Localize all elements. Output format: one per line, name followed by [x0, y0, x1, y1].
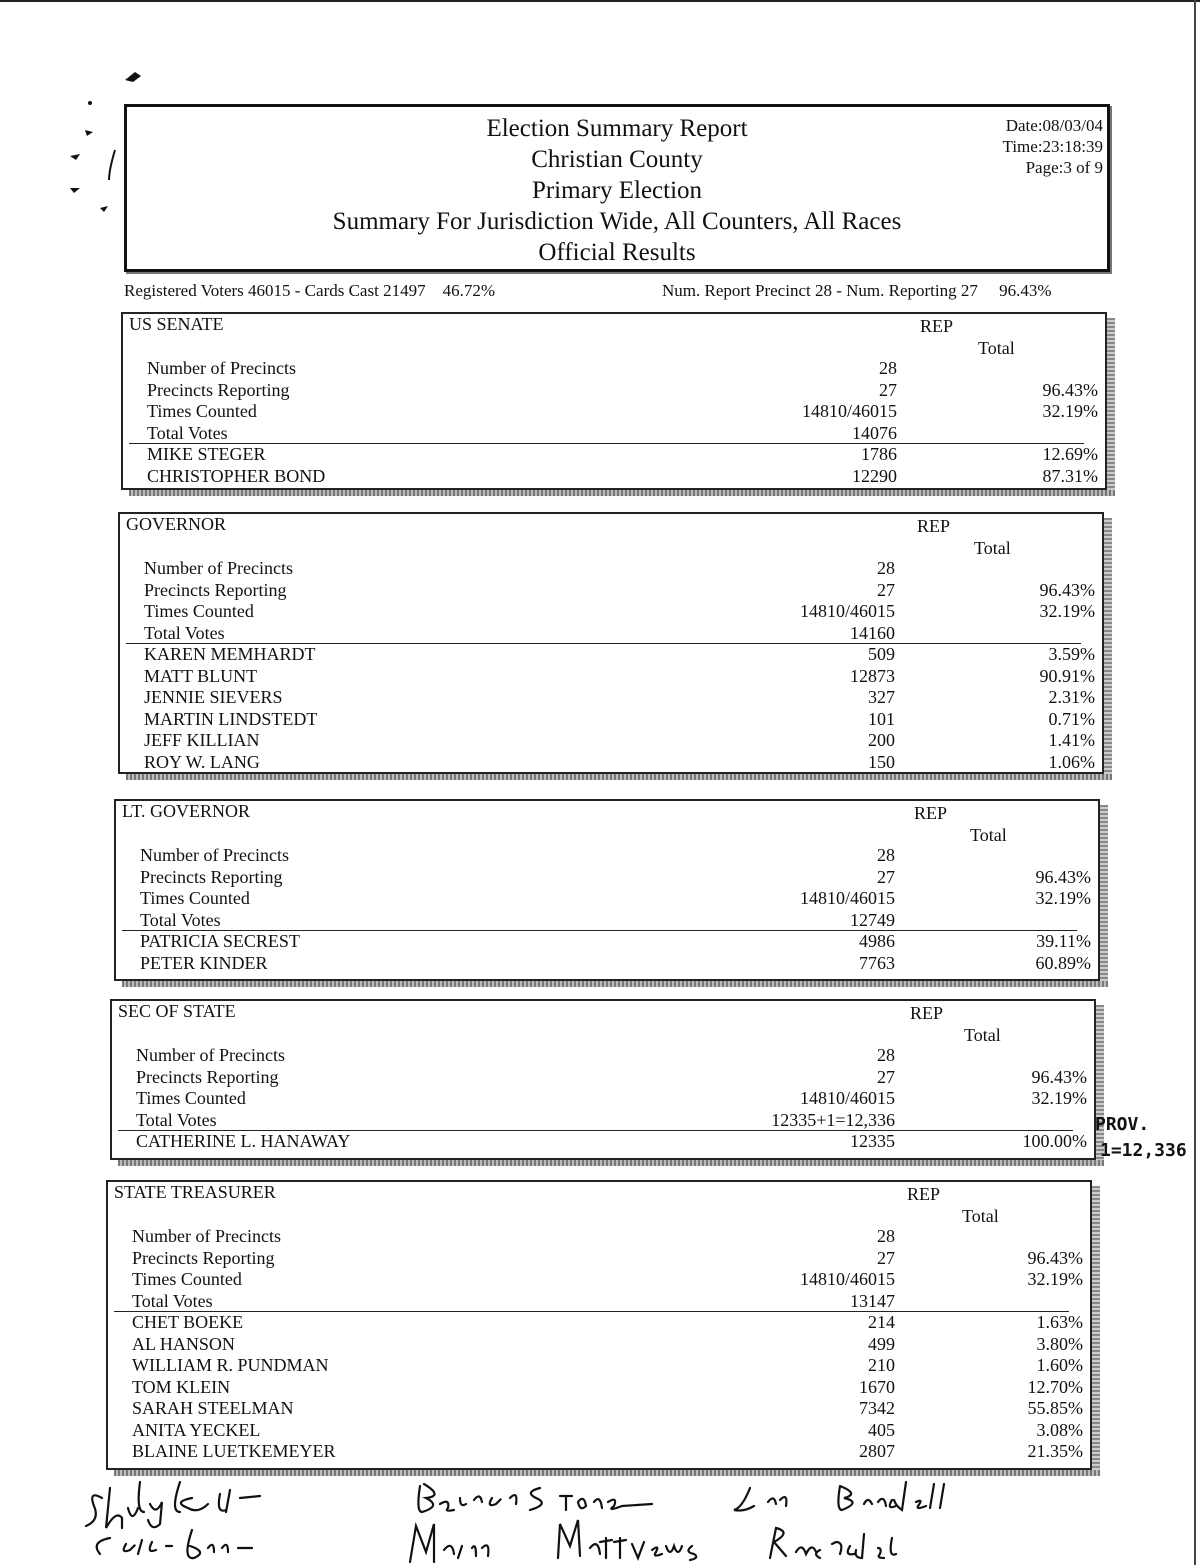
stat-row-value: 27: [877, 1066, 895, 1087]
candidate-row-value: 1670: [859, 1376, 895, 1397]
stat-row: [116, 845, 1098, 866]
total-column-header: Total: [978, 338, 1015, 358]
signatures: [80, 1468, 1040, 1564]
candidate-row-label: CATHERINE L. HANAWAY: [136, 1131, 351, 1151]
candidate-row-value: 7342: [859, 1398, 895, 1418]
candidate-row-pct: 12.69%: [1042, 444, 1098, 464]
report-scope: Summary For Jurisdiction Wide, All Counters, All Races: [332, 208, 902, 235]
stat-row-value: 14810/46015: [799, 601, 895, 621]
box-shadow-bottom: [122, 981, 1108, 987]
total-column-header: Total: [964, 1025, 1001, 1045]
candidate-row-label: BLAINE LUETKEMEYER: [132, 1441, 336, 1461]
box-shadow-right: [1107, 318, 1115, 496]
race-title: STATE TREASURER: [114, 1182, 276, 1202]
candidate-row-value: 327: [868, 687, 895, 707]
candidate-row-label: TOM KLEIN: [132, 1376, 231, 1397]
candidate-row: [108, 1355, 1090, 1376]
stat-row: [108, 1269, 1090, 1290]
candidate-row: [108, 1334, 1090, 1355]
candidate-row-label: MIKE STEGER: [147, 444, 266, 464]
box-shadow-right: [1104, 518, 1112, 780]
candidate-row-pct: 2.31%: [1048, 687, 1095, 707]
candidate-row: [120, 752, 1102, 773]
stat-row-value: 27: [879, 379, 897, 400]
candidate-row-label: CHRISTOPHER BOND: [147, 465, 326, 486]
party-label: REP: [917, 516, 951, 536]
stat-row-label: Total Votes: [144, 622, 225, 643]
candidate-row-label: WILLIAM R. PUNDMAN: [132, 1355, 329, 1375]
candidate-row: [120, 666, 1102, 687]
box-shadow-bottom: [118, 1160, 1104, 1166]
stat-row-pct: 32.19%: [1035, 888, 1091, 908]
candidate-row-pct: 3.80%: [1036, 1333, 1083, 1354]
registered-voters-summary: [124, 281, 495, 301]
candidate-row: [108, 1441, 1090, 1462]
stat-row: [112, 1088, 1094, 1109]
stat-row-value: 13147: [850, 1290, 895, 1311]
report-title: Election Summary Report: [486, 115, 748, 142]
stat-row-pct: 96.43%: [1035, 866, 1091, 887]
candidate-row: [123, 444, 1105, 465]
stat-row-pct: 32.19%: [1042, 401, 1098, 421]
stat-row-pct: 96.43%: [1027, 1247, 1083, 1268]
page-right-edge: [1194, 0, 1200, 1565]
stat-row-value: 14810/46015: [799, 888, 895, 908]
candidate-row-pct: 1.06%: [1048, 751, 1095, 772]
stat-row-pct: 96.43%: [1031, 1066, 1087, 1087]
stat-row: [123, 401, 1105, 422]
precinct-pct: 96.43%: [999, 281, 1052, 300]
candidate-row: [108, 1377, 1090, 1398]
county-name: Christian County: [531, 146, 703, 173]
stat-row: [116, 867, 1098, 888]
stat-row-value: 14810/46015: [799, 1088, 895, 1108]
candidate-row-value: 214: [868, 1312, 895, 1332]
candidate-row-label: SARAH STEELMAN: [132, 1398, 294, 1418]
party-label: REP: [907, 1184, 941, 1204]
race-box-3: [110, 999, 1096, 1160]
stat-row-value: 14076: [852, 422, 897, 443]
stat-row-label: Number of Precincts: [132, 1226, 281, 1246]
signature-3: [734, 1482, 944, 1511]
page-top-edge: [0, 0, 1200, 8]
candidate-row-pct: 100.00%: [1022, 1131, 1087, 1151]
stat-row-value: 27: [877, 866, 895, 887]
candidate-row: [116, 953, 1098, 974]
signature-6: [770, 1528, 896, 1558]
stat-row-value: 12335+1=12,336: [771, 1109, 895, 1130]
prov-side-note: 1=12,336: [1100, 1140, 1187, 1161]
race-title: US SENATE: [129, 314, 224, 334]
candidate-row: [120, 730, 1102, 751]
candidate-row-pct: 87.31%: [1042, 465, 1098, 486]
stat-row-label: Number of Precincts: [140, 845, 289, 865]
candidate-row-value: 1786: [861, 444, 897, 464]
precinct-text: Num. Report Precinct 28 - Num. Reporting 27: [662, 281, 978, 300]
candidate-row-value: 509: [868, 644, 895, 664]
stat-row-value: 12749: [850, 909, 895, 930]
candidate-row-pct: 12.70%: [1027, 1376, 1083, 1397]
stat-row-label: Total Votes: [140, 909, 221, 930]
stat-row-value: 27: [877, 579, 895, 600]
candidate-row-label: CHET BOEKE: [132, 1312, 244, 1332]
stat-row-label: Total Votes: [147, 422, 228, 443]
candidate-row-label: PETER KINDER: [140, 952, 268, 973]
candidate-row-label: AL HANSON: [132, 1333, 235, 1354]
candidate-row: [108, 1312, 1090, 1333]
report-date: Date:08/03/04: [1005, 116, 1103, 135]
box-shadow-right: [1092, 1186, 1100, 1476]
race-title: SEC OF STATE: [118, 1001, 236, 1021]
result-status: Official Results: [538, 239, 696, 266]
candidate-row-pct: 1.63%: [1036, 1312, 1083, 1332]
precinct-summary: [662, 281, 1052, 301]
report-time: Time:23:18:39: [1002, 137, 1103, 156]
stat-row: [120, 601, 1102, 622]
stat-row-label: Precincts Reporting: [132, 1247, 275, 1268]
candidate-row-pct: 1.60%: [1036, 1355, 1083, 1375]
candidate-row: [120, 687, 1102, 708]
candidate-row: [120, 709, 1102, 730]
stat-row: [120, 558, 1102, 579]
candidate-row: [116, 931, 1098, 952]
candidate-row-pct: 55.85%: [1027, 1398, 1083, 1418]
candidate-row-value: 101: [868, 708, 895, 729]
candidate-row-label: MARTIN LINDSTEDT: [144, 708, 318, 729]
stat-row-pct: 32.19%: [1031, 1088, 1087, 1108]
stat-row-value: 28: [877, 845, 895, 865]
candidate-row: [123, 466, 1105, 487]
stat-row-value: 28: [877, 1226, 895, 1246]
report-meta: [1003, 115, 1103, 178]
stat-row-value: 28: [877, 1045, 895, 1065]
candidate-row-label: ANITA YECKEL: [132, 1419, 261, 1440]
report-header: [124, 104, 1110, 272]
stat-row-value: 14810/46015: [801, 401, 897, 421]
stat-row-label: Precincts Reporting: [144, 579, 287, 600]
stat-row-label: Number of Precincts: [144, 558, 293, 578]
candidate-row-value: 200: [868, 730, 895, 750]
stat-row-pct: 96.43%: [1039, 579, 1095, 600]
candidate-row-label: JENNIE SIEVERS: [144, 687, 283, 707]
candidate-row-value: 12873: [850, 665, 895, 686]
candidate-row: [120, 644, 1102, 665]
stat-row-value: 28: [879, 358, 897, 378]
stat-row-label: Times Counted: [136, 1088, 246, 1108]
stat-row: [108, 1291, 1090, 1312]
stat-row: [116, 910, 1098, 931]
stat-row-value: 28: [877, 558, 895, 578]
stat-row-label: Times Counted: [132, 1269, 242, 1289]
candidate-row-value: 12290: [852, 465, 897, 486]
stat-row-label: Total Votes: [136, 1109, 217, 1130]
candidate-row-value: 7763: [859, 952, 895, 973]
box-shadow-bottom: [129, 490, 1115, 496]
total-column-header: Total: [962, 1206, 999, 1226]
stat-row-label: Precincts Reporting: [140, 866, 283, 887]
stat-row: [123, 380, 1105, 401]
stat-row-pct: 32.19%: [1027, 1269, 1083, 1289]
stat-row-value: 27: [877, 1247, 895, 1268]
race-title: GOVERNOR: [126, 514, 227, 534]
election-type: Primary Election: [531, 177, 703, 204]
signature-5: [410, 1520, 696, 1562]
candidate-row-label: PATRICIA SECREST: [140, 931, 300, 951]
stat-row-label: Times Counted: [147, 401, 257, 421]
stat-row-value: 14160: [850, 622, 895, 643]
candidate-row-pct: 1.41%: [1048, 730, 1095, 750]
candidate-row-pct: 0.71%: [1048, 708, 1095, 729]
stat-row-label: Precincts Reporting: [136, 1066, 279, 1087]
candidate-row-value: 4986: [859, 931, 895, 951]
candidate-row-label: KAREN MEMHARDT: [144, 644, 316, 664]
stat-row-label: Number of Precincts: [147, 358, 296, 378]
candidate-row-label: JEFF KILLIAN: [144, 730, 260, 750]
candidate-row-value: 210: [868, 1355, 895, 1375]
stat-row-label: Times Counted: [144, 601, 254, 621]
race-box-4: [106, 1180, 1092, 1470]
candidate-row-pct: 21.35%: [1027, 1441, 1083, 1461]
stat-row: [112, 1110, 1094, 1131]
stat-row: [112, 1045, 1094, 1066]
race-box-1: [118, 512, 1104, 774]
box-shadow-bottom: [126, 774, 1112, 780]
candidate-row-label: ROY W. LANG: [144, 751, 260, 772]
stat-row-label: Times Counted: [140, 888, 250, 908]
stat-row: [108, 1248, 1090, 1269]
stat-row: [116, 888, 1098, 909]
candidate-row-label: MATT BLUNT: [144, 665, 258, 686]
signature-1: [86, 1482, 260, 1528]
stat-row: [120, 623, 1102, 644]
party-label: REP: [914, 803, 948, 823]
candidate-row-pct: 90.91%: [1039, 665, 1095, 686]
box-shadow-right: [1100, 805, 1108, 987]
race-box-2: [114, 799, 1100, 981]
stat-row-label: Total Votes: [132, 1290, 213, 1311]
signature-2: [418, 1484, 652, 1512]
turnout-pct: 46.72%: [442, 281, 495, 300]
prov-note: PROV.: [1095, 1114, 1150, 1135]
race-title: LT. GOVERNOR: [122, 801, 251, 821]
candidate-row-value: 2807: [859, 1441, 895, 1461]
candidate-row-value: 499: [868, 1333, 895, 1354]
total-column-header: Total: [974, 538, 1011, 558]
stat-row: [123, 358, 1105, 379]
candidate-row-value: 12335: [850, 1131, 895, 1151]
registered-voters-text: Registered Voters 46015 - Cards Cast 21497: [124, 281, 426, 300]
stat-row-label: Precincts Reporting: [147, 379, 290, 400]
candidate-row-value: 150: [868, 751, 895, 772]
signature-4: [97, 1530, 252, 1558]
race-box-0: [121, 312, 1107, 490]
stat-row-pct: 96.43%: [1042, 379, 1098, 400]
candidate-row-value: 405: [868, 1419, 895, 1440]
candidate-row-pct: 60.89%: [1035, 952, 1091, 973]
stat-row: [112, 1067, 1094, 1088]
candidate-row: [112, 1131, 1094, 1152]
candidate-row-pct: 39.11%: [1036, 931, 1091, 951]
total-column-header: Total: [970, 825, 1007, 845]
stat-row: [108, 1226, 1090, 1247]
candidate-row: [108, 1420, 1090, 1441]
party-label: REP: [920, 316, 954, 336]
report-page: Page:3 of 9: [1025, 158, 1103, 177]
candidate-row-pct: 3.08%: [1036, 1419, 1083, 1440]
party-label: REP: [910, 1003, 944, 1023]
stat-row-value: 14810/46015: [799, 1269, 895, 1289]
stat-row: [120, 580, 1102, 601]
stat-row-label: Number of Precincts: [136, 1045, 285, 1065]
candidate-row-pct: 3.59%: [1048, 644, 1095, 664]
stat-row-pct: 32.19%: [1039, 601, 1095, 621]
stat-row: [123, 423, 1105, 444]
candidate-row: [108, 1398, 1090, 1419]
report-title-block: [127, 113, 1107, 268]
